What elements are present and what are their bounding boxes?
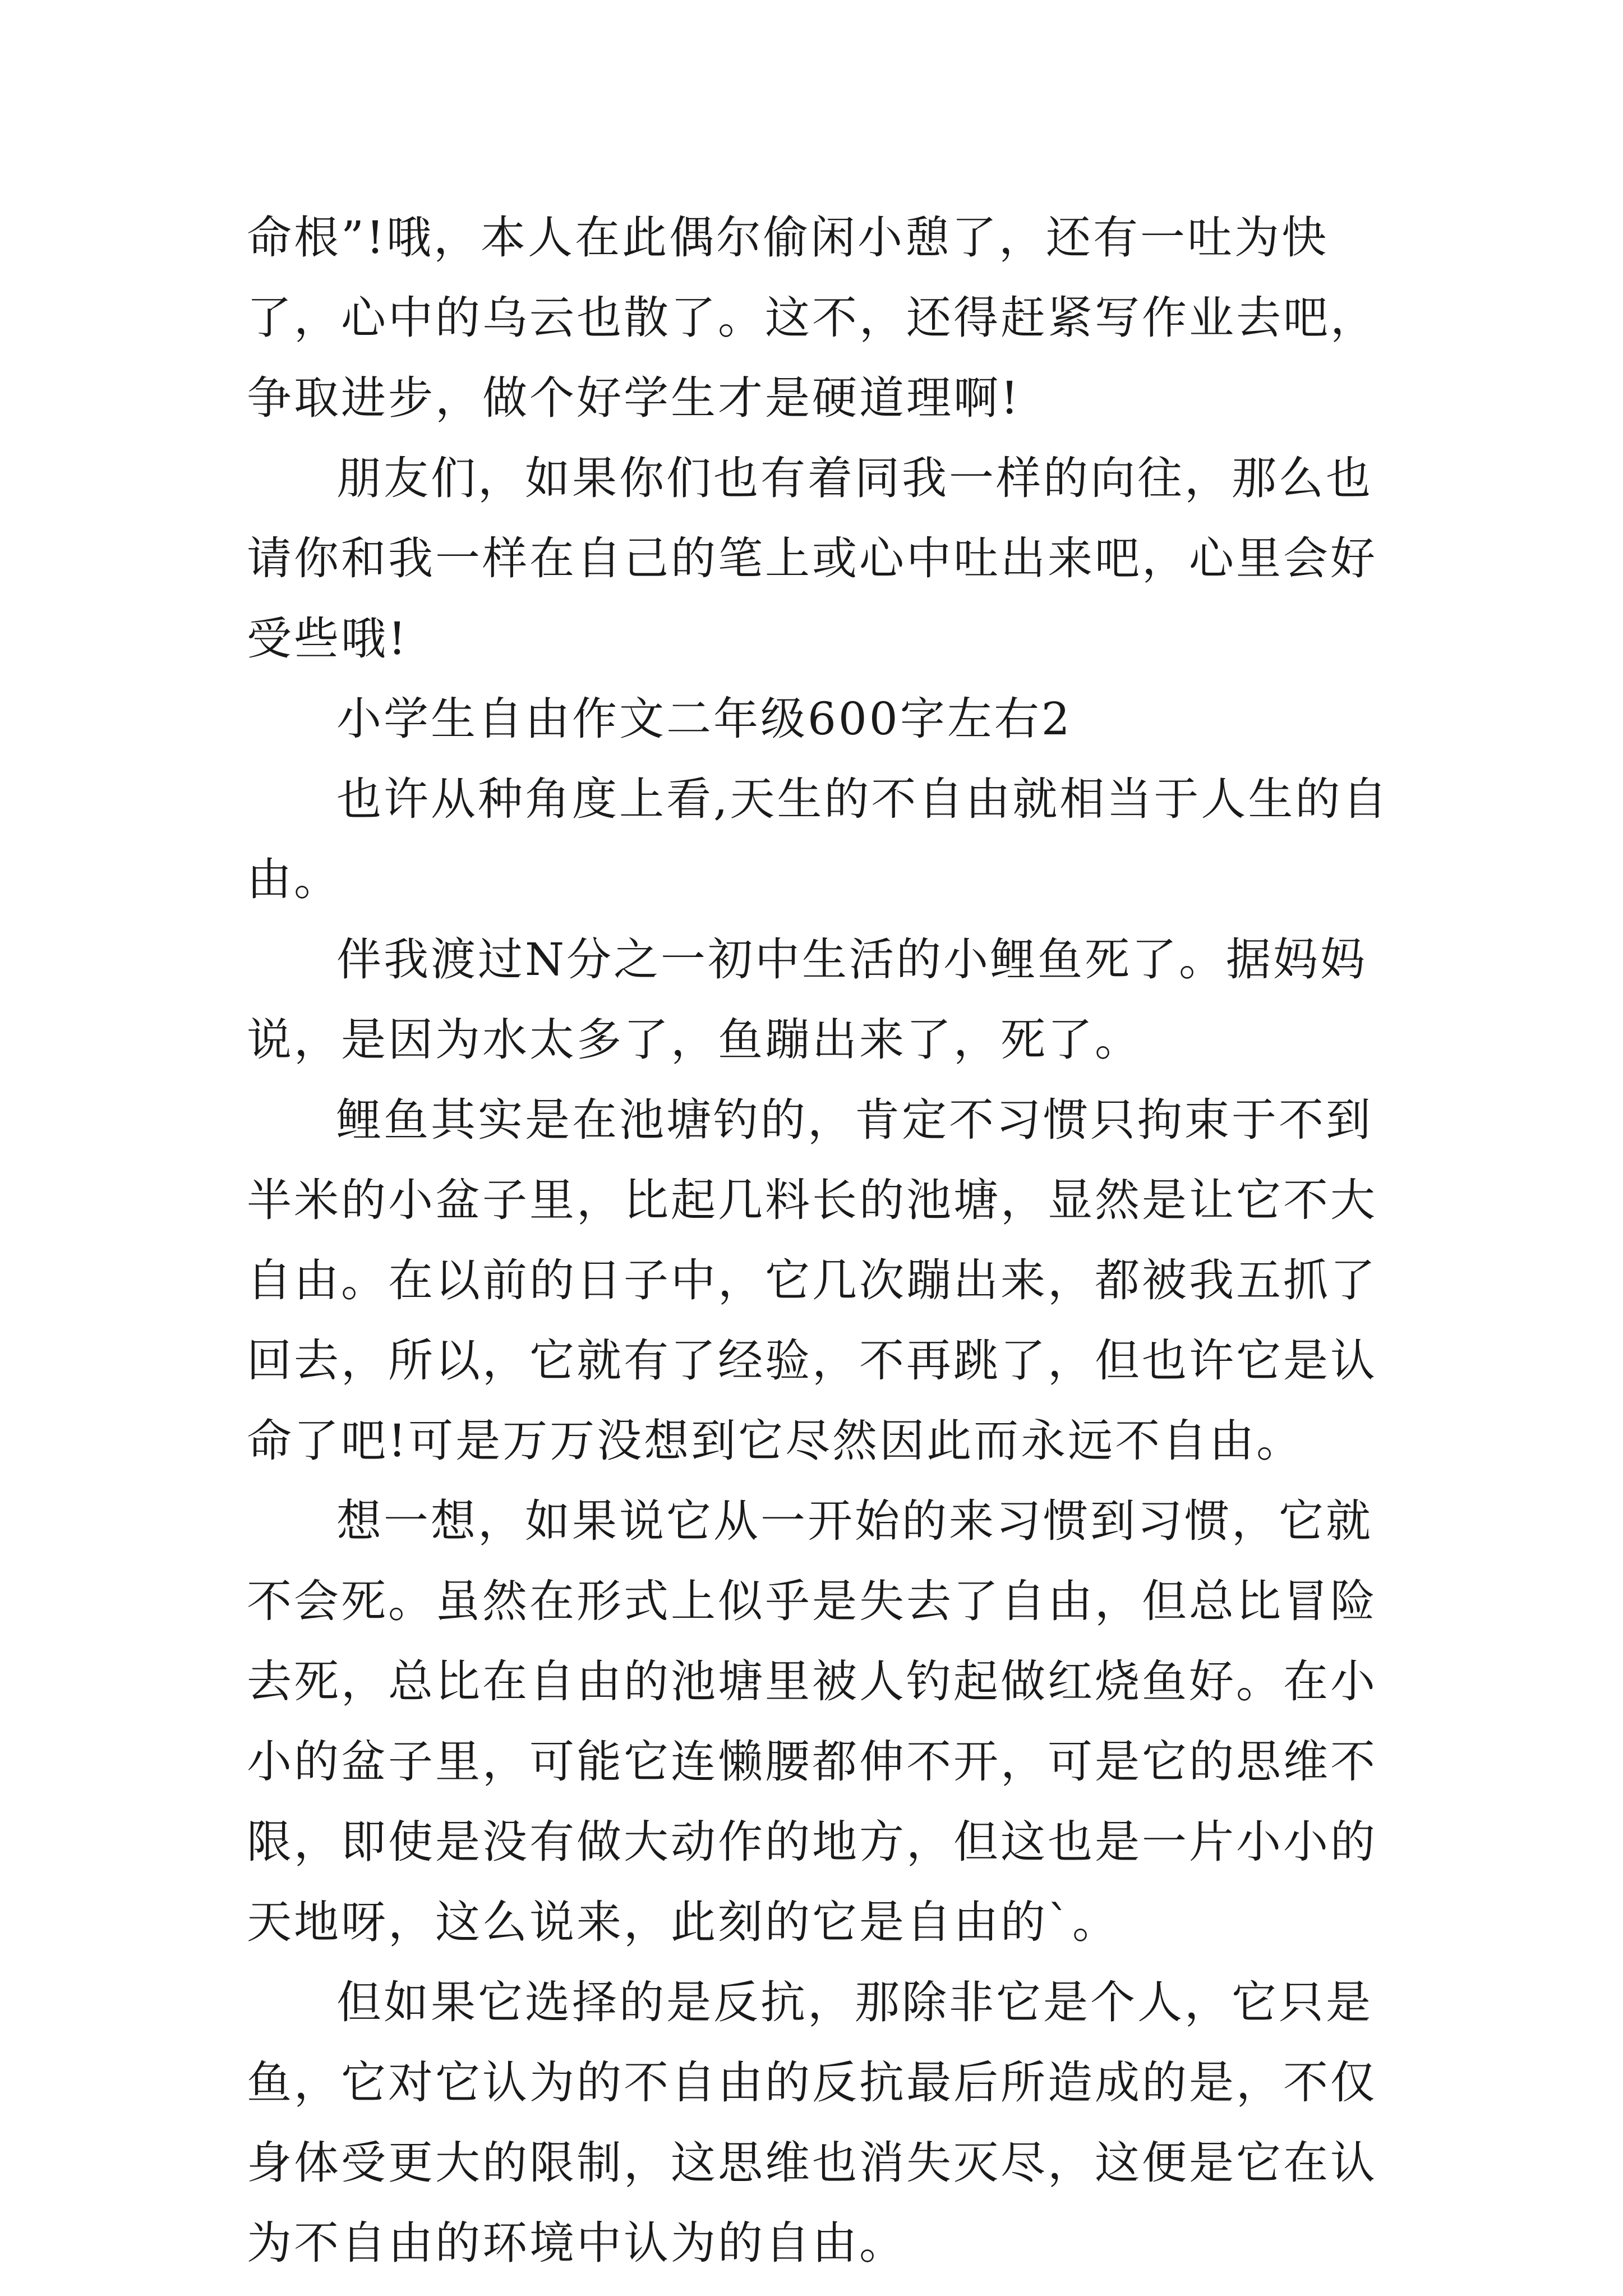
paragraph-2: 朋友们，如果你们也有着同我一样的向往，那么也请你和我一样在自己的笔上或心中吐出来吧，心里会好受些哦!: [247, 452, 1377, 665]
paragraph-4: 伴我渡过N分之一初中生活的小鲤鱼死了。据妈妈说，是因为水太多了，鱼蹦出来了，死了。: [247, 933, 1367, 1066]
paragraph-5: 鲤鱼其实是在池塘钓的，肯定不习惯只拘束于不到半米的小盆子里，比起几料长的池塘，显然是让它不大自由。在以前的日子中，它几次蹦出来，都被我五抓了回去，所以，它就有了经验，不再跳了，但也许它是认命了吧!可是万万没想到它尽然因此而永远不自由。: [247, 1094, 1377, 1467]
paragraph-1: 命根”!哦，本人在此偶尔偷闲小憩了，还有一吐为快了，心中的乌云也散了。这不，还得赶紧写作业去吧，争取进步，做个好学生才是硬道理啊!: [247, 211, 1377, 424]
paragraph-3: 也许从种角度上看,天生的不自由就相当于人生的自由。: [247, 773, 1390, 905]
paragraph-7: 但如果它选择的是反抗，那除非它是个人，它只是鱼，它对它认为的不自由的反抗最后所造成的是，不仅身体受更大的限制，这思维也消失灭尽，这便是它在认为不自由的环境中认为的自由。: [247, 1976, 1377, 2269]
section-heading: 小学生自由作文二年级600字左右2: [336, 693, 1072, 745]
paragraph-6: 想一想，如果说它从一开始的来习惯到习惯，它就不会死。虽然在形式上似乎是失去了自由，但总比冒险去死，总比在自由的池塘里被人钓起做红烧鱼好。在小小的盆子里，可能它连懒腰都伸不开，可是它的思维不限，即使是没有做大动作的地方，但这也是一片小小的天地呀，这么说来，此刻的它是自由的`。: [247, 1495, 1377, 1948]
body-text: [247, 197, 1419, 2283]
